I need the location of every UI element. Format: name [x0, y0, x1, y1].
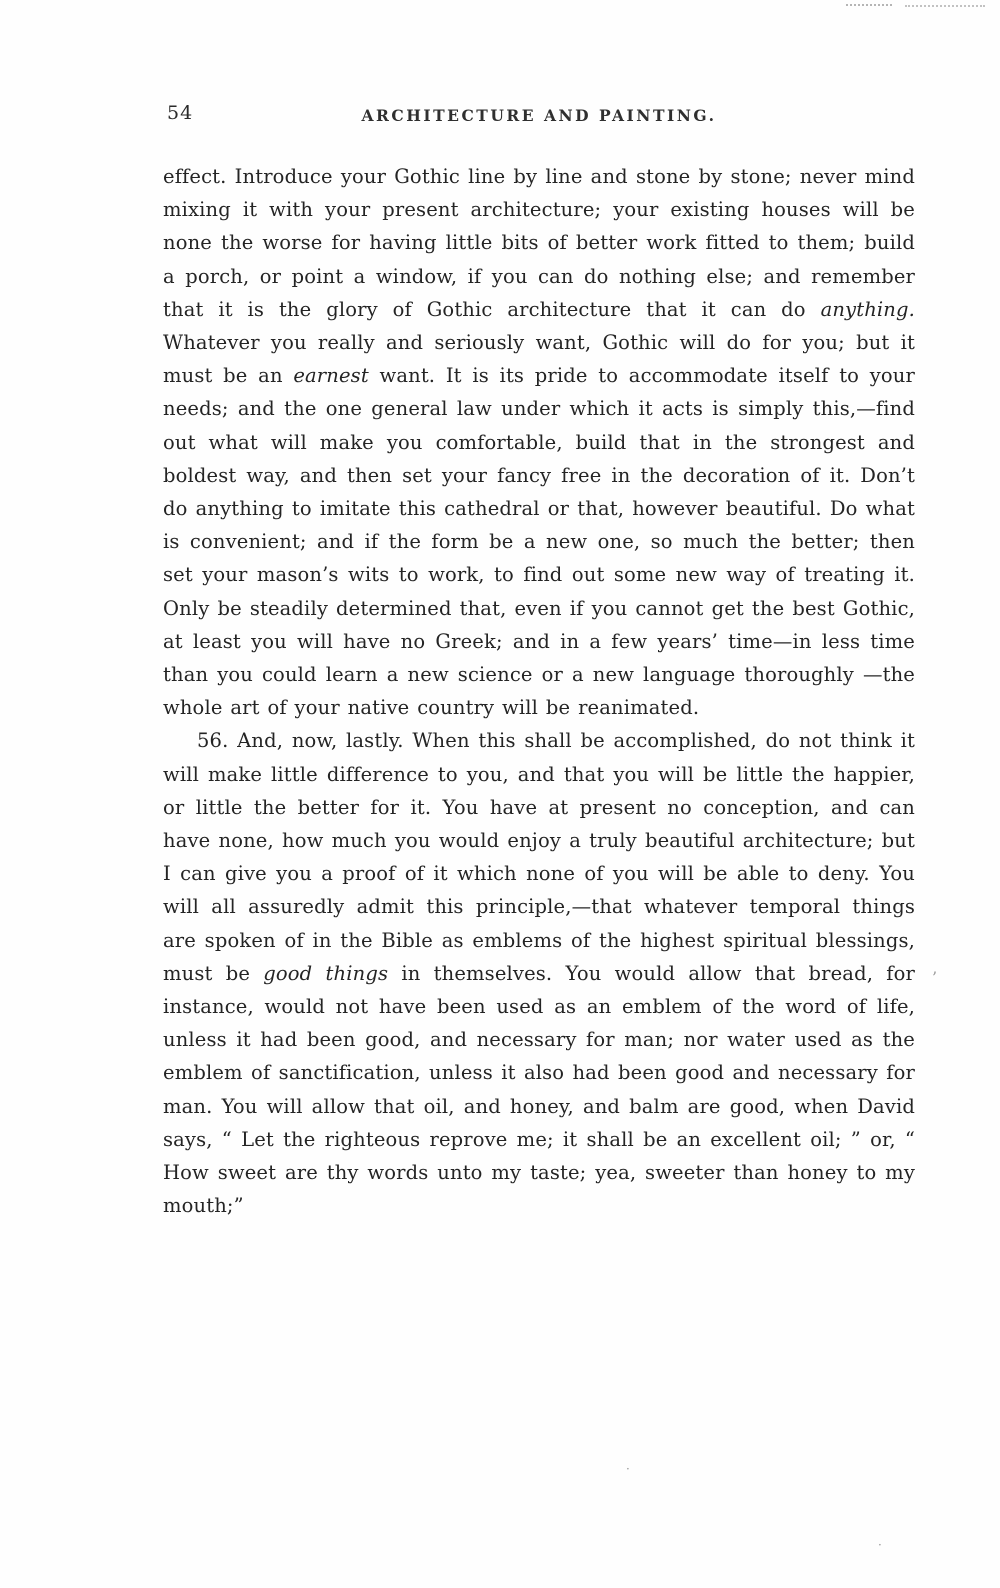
paragraph: [163, 160, 915, 724]
scan-artifact: [905, 5, 985, 7]
text-block: [163, 160, 915, 1223]
paragraph: [163, 724, 915, 1222]
text-segment: effect. Introduce your Gothic line by line and stone by stone; never mind mixing it with your present architecture; your existing houses will be none the worse for having little bits of better work fitted to them; build a porch, or point a window, if you can do nothing else; and remember that it is the glory of Gothic architecture that it can do: [163, 165, 915, 321]
italic-text-segment: earnest: [293, 364, 369, 388]
scan-artifact: ’: [932, 968, 938, 987]
text-segment: want. It is its pride to accommodate itself to your needs; and the one general law under which it acts is simply this,—find out what will make you comfortable, build that in the strongest and boldest way, and then set your fancy free in the decoration of it. Don’t do anything to imitate this cathedral or that, however beautiful. Do what is convenient; and if the form be a new one, so much the better; then set your mason’s wits to work, to find out some new way of treating it. Only be steadily determined that, even if you cannot get the best Gothic, at least you will have no Greek; and in a few years’ time—in less time than you could learn a new science or a new language thoroughly —the whole art of your native country will be reanimated.: [163, 364, 915, 720]
italic-text-segment: good things: [263, 961, 389, 985]
text-segment: Whatever you really and seriously want, Gothic will do for you; but it must be an: [163, 331, 915, 388]
page-header-title: ARCHITECTURE AND PAINTING.: [361, 106, 717, 125]
text-segment: 56. And, now, lastly. When this shall be accomplished, do not think it will make little difference to you, and that you will be little the happier, or little the better for it. You have at present no conception, and can have none, how much you would enjoy a truly beautiful architecture; but I can give you a proof of it which none of you will be able to deny. You will all assuredly admit this principle,—that whatever temporal things are spoken of in the Bible as emblems of the highest spiritual blessings, must be: [163, 729, 915, 985]
page-number: 54: [167, 102, 194, 124]
running-head: [163, 100, 915, 130]
text-segment: in themselves. You would allow that bread, for instance, would not have been used as an emblem of the word of life, unless it had been good, and necessary for man; nor water used as the emblem of sanctification, unless it also had been good and necessary for man. You will allow that oil, and honey, and balm are good, when David says, “ Let the righteous reprove me; it shall be an excellent oil; ” or, “ How sweet are thy words unto my taste; yea, sweeter than honey to my mouth;”: [163, 961, 915, 1218]
scan-artifact: ·: [878, 1538, 882, 1552]
italic-text-segment: anything.: [820, 297, 915, 321]
scan-artifact: ·: [626, 1462, 630, 1476]
scan-artifact: [846, 4, 892, 6]
